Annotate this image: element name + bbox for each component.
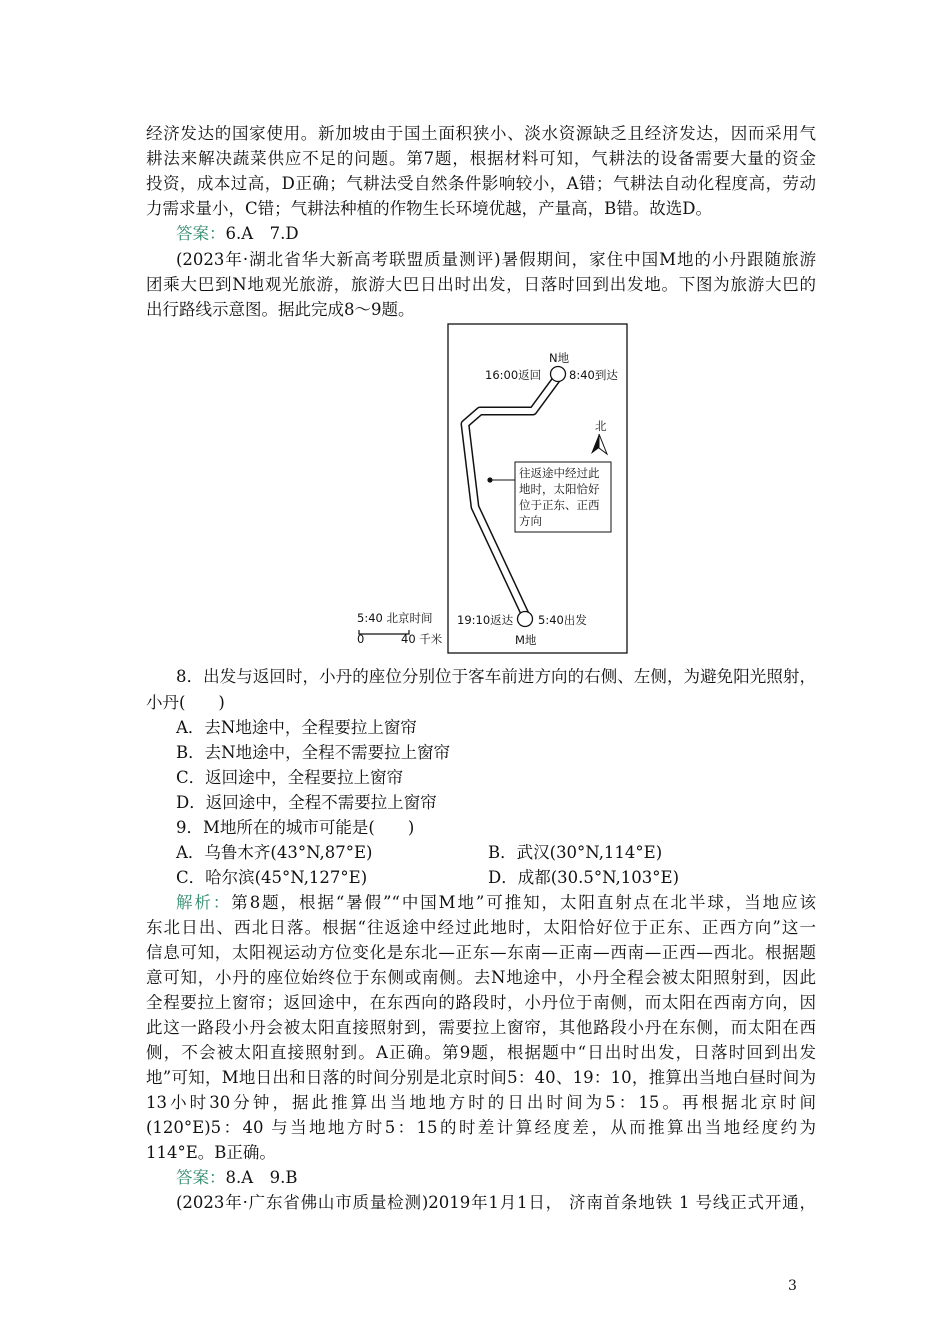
analysis-first-line: [176, 891, 816, 915]
para1-line: 耕法来解决蔬菜供应不足的问题。第7题，根据材料可知，气耕法的设备需要大量的资金: [146, 149, 816, 168]
analysis-text: 第8题，根据“暑假”“中国M地”可推知，太阳直射点在北半球，当地应该: [231, 893, 817, 912]
intro-line: 团乘大巴到N地观光旅游，旅游大巴日出时出发，日落时回到出发地。下图为旅游大巴的: [146, 275, 816, 294]
answer-label: 答案：: [176, 1168, 226, 1187]
m-label: M地: [515, 633, 537, 647]
answer-line: [176, 222, 299, 246]
answer-text: 6.A 7.D: [225, 224, 299, 243]
scale-distance: 40 千米: [401, 632, 443, 646]
analysis-line: 东北日出、西北日落。根据“往返途中经过此地时，太阳恰好位于正东、正西方向”这一: [146, 918, 816, 937]
north-arrow-icon: [599, 434, 607, 454]
para1-line: 经济发达的国家使用。新加坡由于国土面积狭小、淡水资源缺乏且经济发达，因而采用气: [146, 124, 816, 143]
analysis-line: 信息可知，太阳视运动方位变化是东北—正东—东南—正南—西南—正西—西北。根据题: [146, 943, 816, 962]
q8-stem: 小丹( ): [146, 693, 225, 712]
q9-stem: 9．M地所在的城市可能是( ): [176, 818, 415, 837]
note-line: 方向: [519, 514, 542, 528]
m-return-time: 19:10返达: [457, 613, 514, 627]
n-label: N地: [549, 351, 570, 365]
n-arrive-time: 8:40到达: [569, 368, 618, 382]
scale-zero: 0: [357, 632, 365, 646]
q9-option-d: D．成都(30.5°N,103°E): [488, 868, 680, 887]
analysis-line: 114°E。B正确。: [146, 1143, 276, 1162]
answer-text: 8.A 9.B: [225, 1168, 298, 1187]
analysis-line: 侧，不会被太阳直接照射到。A正确。第9题，根据题中“日出时出发，日落时回到出发: [146, 1043, 816, 1062]
intro-line: (2023年·广东省佛山市质量检测)2019年1月1日， 济南首条地铁 1 号线正式开通，: [176, 1193, 816, 1212]
route-diagram: [355, 322, 630, 656]
para1-line: 力需求量小，C错；气耕法种植的作物生长环境优越，产量高，B错。故选D。: [146, 199, 712, 218]
intro-line: 出行路线示意图。据此完成8～9题。: [146, 300, 415, 319]
analysis-line: 地”可知，M地日出和日落的时间分别是北京时间5：40、19：10，推算出当地白昼时间为: [146, 1068, 816, 1087]
intro-line: (2023年·湖北省华大新高考联盟质量测评)暑假期间，家住中国M地的小丹跟随旅游: [176, 250, 816, 269]
q9-option-c: C．哈尔滨(45°N,127°E): [176, 868, 368, 887]
q9-options-row: [176, 841, 736, 865]
analysis-line: (120°E)5：40 与当地地方时5：15的时差计算经度差，从而推算出当地经度约为: [146, 1118, 816, 1137]
m-node: [518, 612, 533, 627]
q8-option-d: D．返回途中，全程不需要拉上窗帘: [176, 793, 437, 812]
analysis-line: 此这一路段小丹会被太阳直接照射到，需要拉上窗帘，其他路段小丹在东侧，而太阳在西: [146, 1018, 816, 1037]
q8-option-a: A．去N地途中，全程要拉上窗帘: [176, 718, 417, 737]
n-node: [551, 367, 566, 382]
q9-option-a: A．乌鲁木齐(43°N,87°E): [176, 843, 373, 862]
time-legend: 5:40 北京时间: [357, 611, 433, 625]
answer-line: [176, 1166, 298, 1190]
q9-option-b: B．武汉(30°N,114°E): [488, 843, 663, 862]
north-label: 北: [595, 419, 607, 433]
n-return-time: 16:00返回: [485, 368, 542, 382]
analysis-label: 解析：: [176, 893, 232, 912]
north-arrow-icon: [591, 434, 599, 454]
answer-label: 答案：: [176, 224, 226, 243]
analysis-line: 全程要拉上窗帘；返回途中，在东西向的路段时，小丹位于南侧，而太阳在西南方向，因: [146, 993, 816, 1012]
q8-option-b: B．去N地途中，全程不需要拉上窗帘: [176, 743, 451, 762]
analysis-line: 意可知，小丹的座位始终位于东侧或南侧。去N地途中，小丹全程会被太阳照射到，因此: [146, 968, 816, 987]
page-number: 3: [788, 1278, 797, 1294]
q8-stem: 8．出发与返回时，小丹的座位分别位于客车前进方向的右侧、左侧，为避免阳光照射，: [176, 667, 816, 686]
analysis-line: 13小时30分钟，据此推算出当地地方时的日出时间为5：15。再根据北京时间: [146, 1093, 816, 1112]
q8-option-c: C．返回途中，全程要拉上窗帘: [176, 768, 404, 787]
note-line: 位于正东、正西: [519, 498, 600, 512]
para1-line: 投资，成本过高，D正确；气耕法受自然条件影响较小，A错；气耕法自动化程度高，劳动: [146, 174, 816, 193]
note-line: 地时，太阳恰好: [519, 482, 600, 496]
note-line: 往返途中经过此: [519, 466, 600, 480]
q9-options-row: [176, 866, 736, 890]
m-depart-time: 5:40出发: [538, 613, 587, 627]
